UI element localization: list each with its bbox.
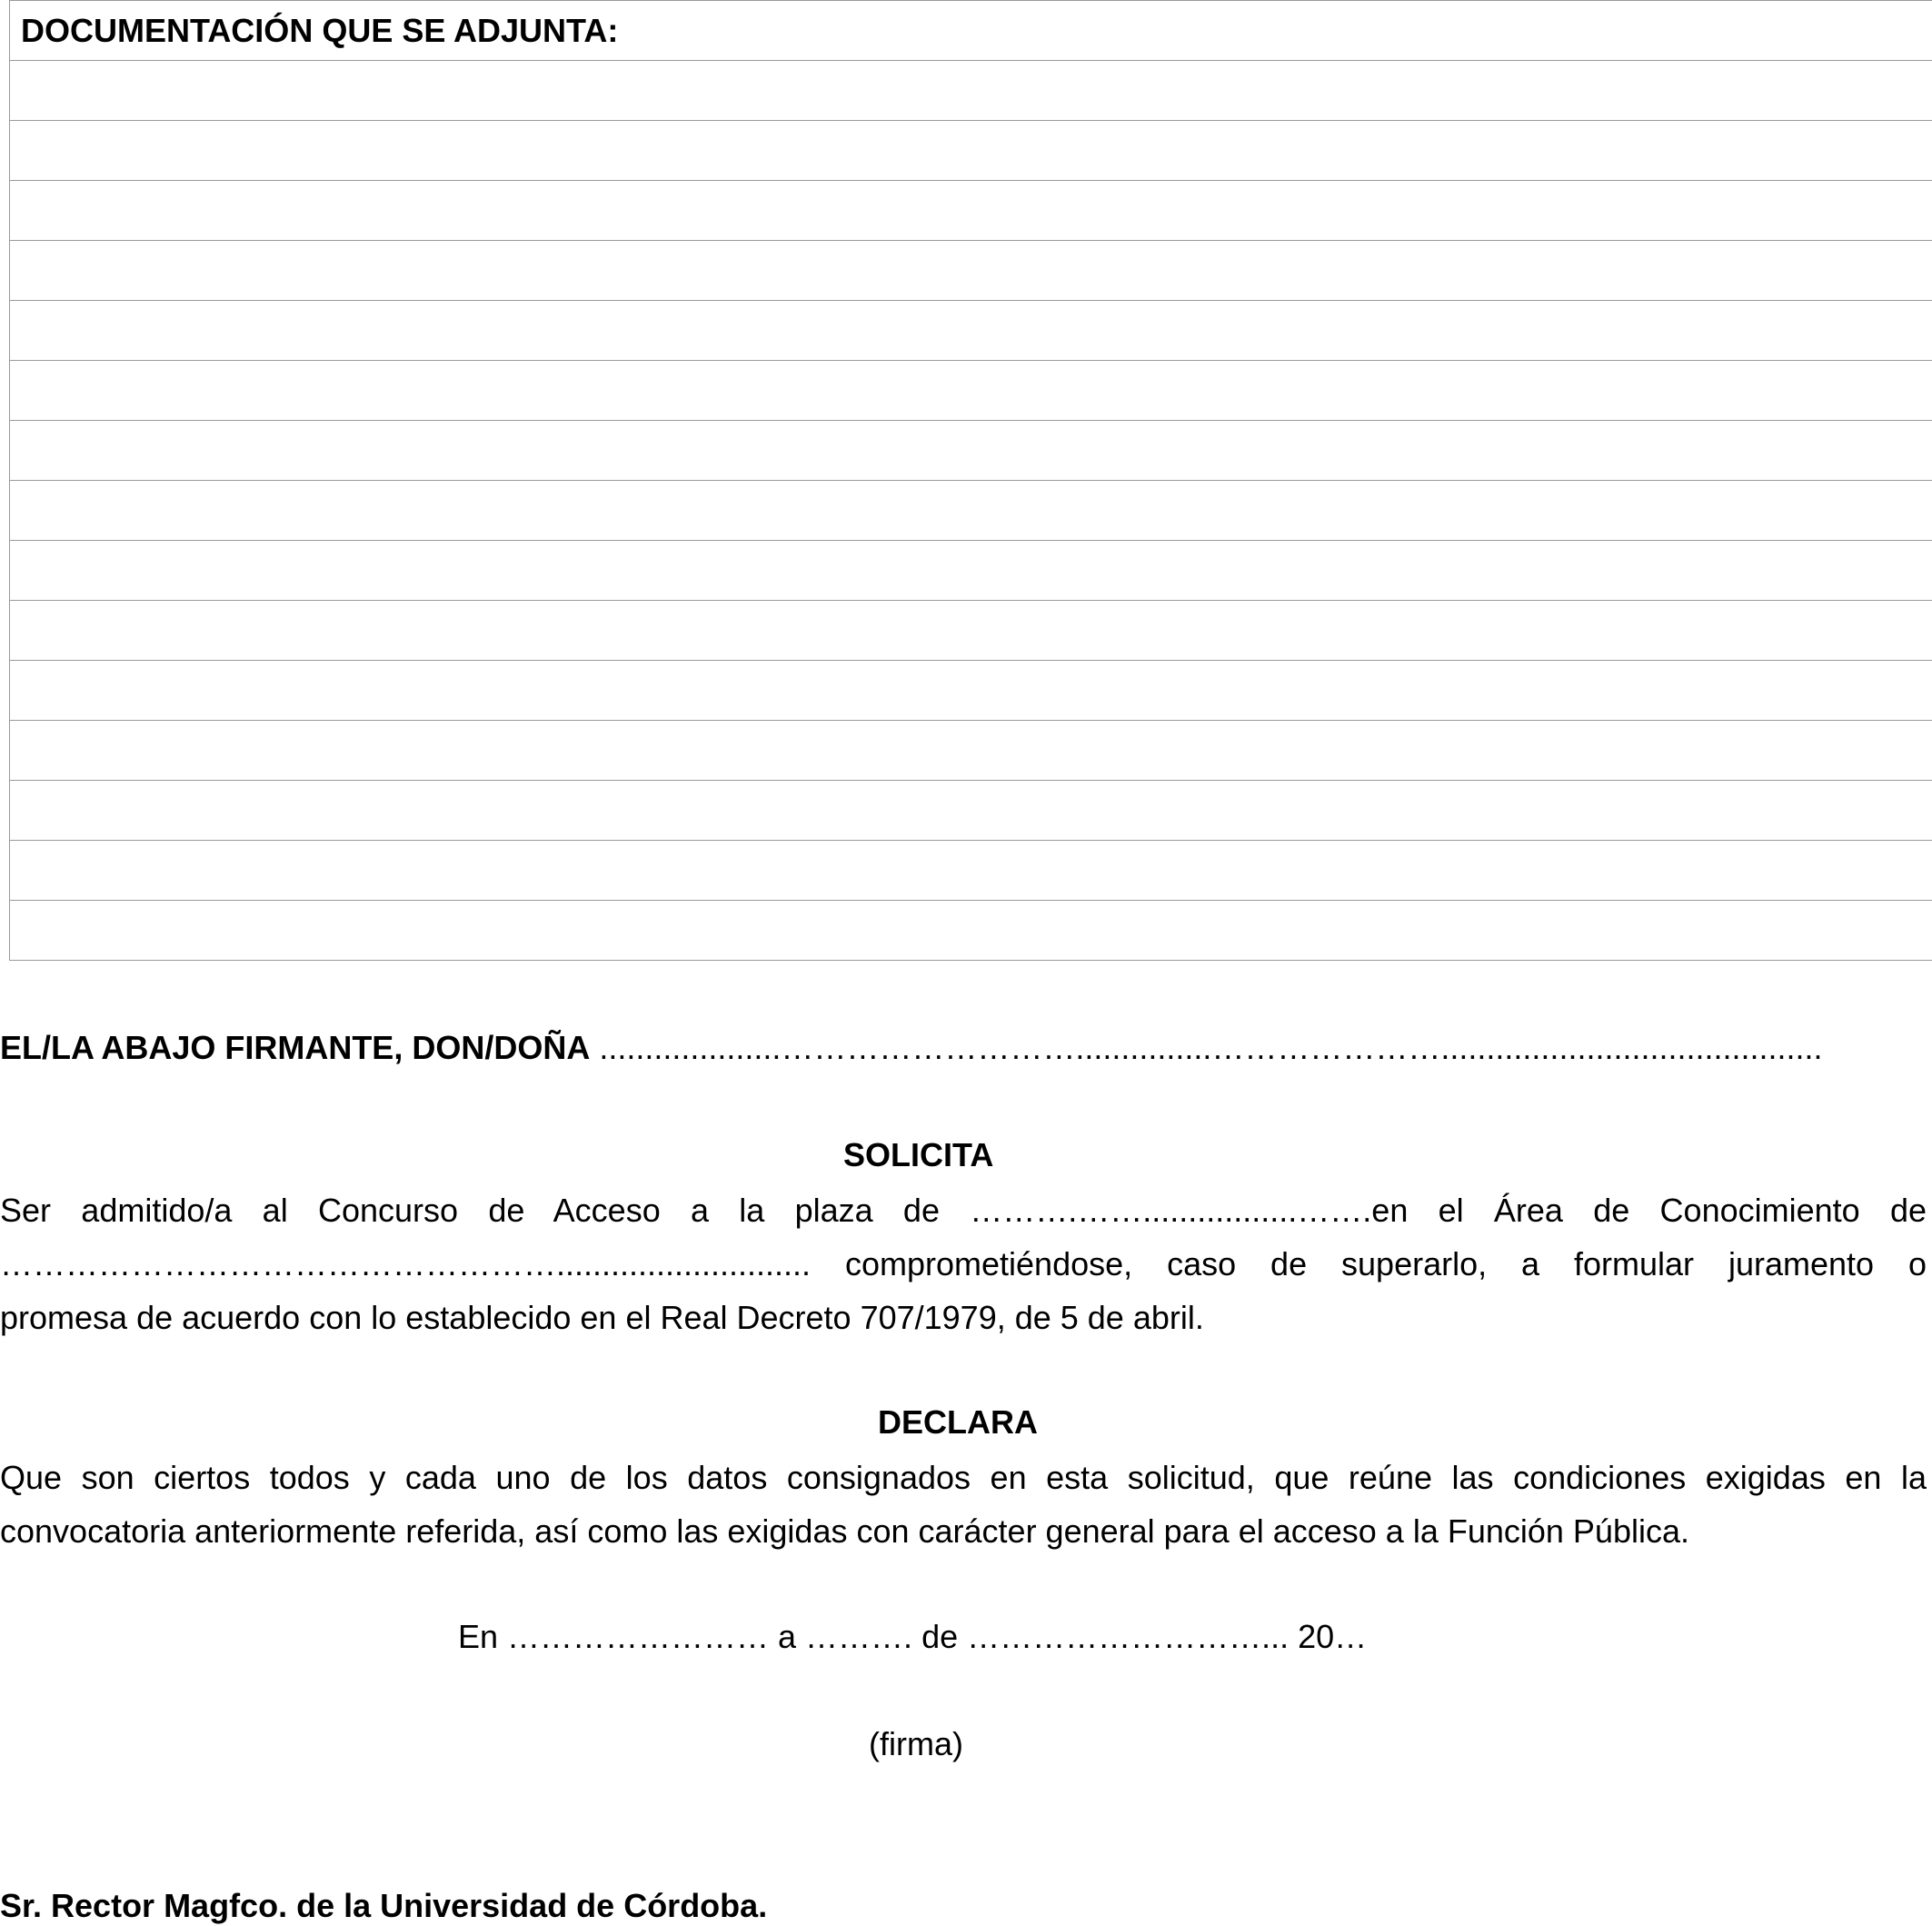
solicita-line: ……………………………………………............................ comprometiéndose, caso de superarlo, a formular juramento o (0, 1245, 1927, 1282)
documentation-row[interactable] (10, 421, 1932, 481)
signatory-name-field[interactable]: ....................………………………...............………………….......................................... (599, 1029, 1823, 1066)
documentation-row[interactable] (10, 181, 1932, 241)
declara-line: Que son ciertos todos y cada uno de los datos consignados en esta solicitud, que reúne las condiciones exigidas en la (0, 1459, 1927, 1496)
documentation-row[interactable] (10, 841, 1932, 901)
documentation-row[interactable] (10, 721, 1932, 781)
documentation-row[interactable] (10, 661, 1932, 721)
documentation-row[interactable] (10, 781, 1932, 841)
documentation-row[interactable] (10, 61, 1932, 121)
documentation-row[interactable] (10, 481, 1932, 541)
declara-title: DECLARA (878, 1403, 1038, 1441)
solicita-paragraph (0, 1183, 1927, 1344)
documentation-row[interactable] (10, 901, 1932, 961)
declara-paragraph (0, 1451, 1927, 1558)
documentation-header: DOCUMENTACIÓN QUE SE ADJUNTA: (10, 1, 1932, 61)
signatory-label: EL/LA ABAJO FIRMANTE, DON/DOÑA (0, 1029, 591, 1066)
documentation-row[interactable] (10, 301, 1932, 361)
solicita-line: promesa de acuerdo con lo establecido en el Real Decreto 707/1979, de 5 de abril. (0, 1299, 1204, 1336)
solicita-title: SOLICITA (843, 1136, 994, 1173)
documentation-row[interactable] (10, 241, 1932, 301)
signature-label: (firma) (869, 1725, 963, 1762)
documentation-row[interactable] (10, 601, 1932, 661)
documentation-row[interactable] (10, 361, 1932, 421)
documentation-table (9, 0, 1932, 961)
declara-line: convocatoria anteriormente referida, así como las exigidas con carácter general para el acceso a la Función Pública. (0, 1512, 1689, 1550)
solicita-line: Ser admitido/a al Concurso de Acceso a la plaza de ……….…….................…….en el Área de Conocimiento de (0, 1192, 1927, 1229)
documentation-row[interactable] (10, 121, 1932, 181)
addressee: Sr. Rector Magfco. de la Universidad de Córdoba. (0, 1887, 768, 1924)
signatory-line (0, 1029, 1823, 1067)
documentation-row[interactable] (10, 541, 1932, 601)
place-date-line[interactable]: En …………………… a ………. de ………………………... 20… (458, 1618, 1368, 1655)
